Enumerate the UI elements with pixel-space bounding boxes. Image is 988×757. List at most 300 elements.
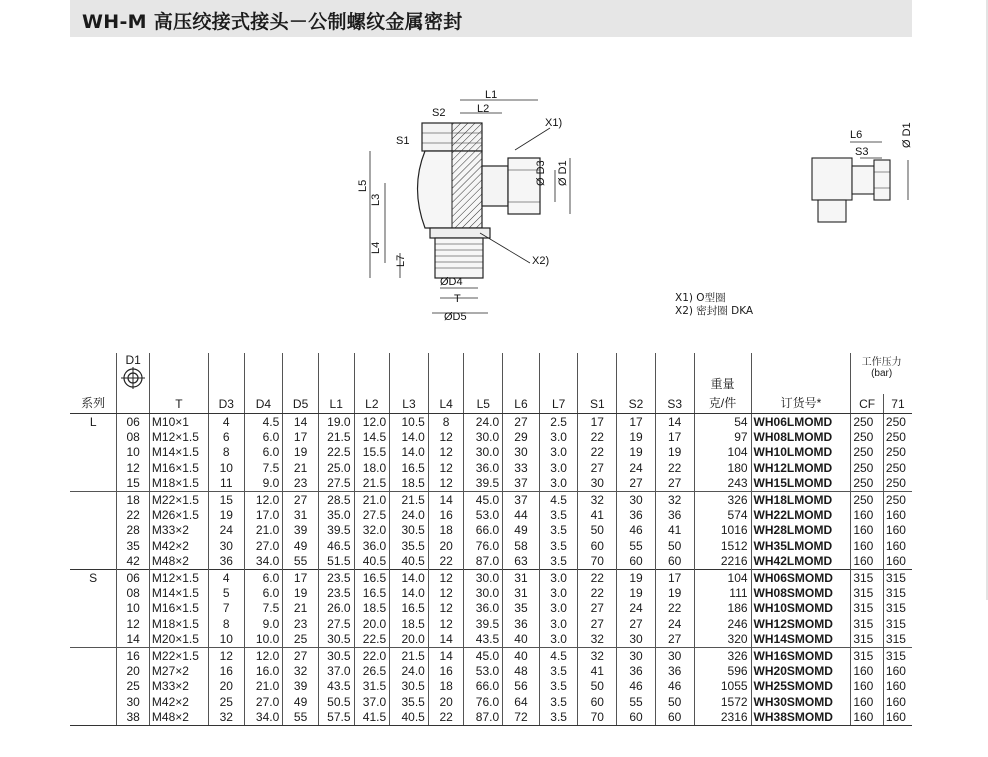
cell-d1: 18	[117, 491, 150, 507]
cell-l1: 43.5	[318, 679, 354, 694]
cell-l3: 20.0	[390, 631, 429, 647]
header-weight-unit: 克/件	[694, 394, 751, 414]
cell-s2: 19	[617, 429, 656, 444]
cell-d1: 08	[117, 429, 150, 444]
cell-pressure-71: 160	[883, 679, 912, 694]
cell-s3: 30	[655, 647, 694, 663]
cell-t: M14×1.5	[149, 585, 208, 600]
cell-d5: 19	[283, 585, 319, 600]
cell-series	[70, 663, 117, 678]
cell-l1: 23.5	[318, 585, 354, 600]
cell-l7: 3.0	[539, 460, 578, 475]
label-D5: ØD5	[444, 311, 467, 323]
cell-d4: 16.0	[244, 663, 283, 678]
drawing-legend	[675, 292, 753, 318]
table-row	[70, 709, 912, 725]
cell-l6: 72	[503, 709, 540, 725]
cell-d5: 55	[283, 709, 319, 725]
cell-weight: 1055	[694, 679, 751, 694]
cell-t: M18×1.5	[149, 616, 208, 631]
cell-l1: 57.5	[318, 709, 354, 725]
cell-l6: 36	[503, 616, 540, 631]
cell-s3: 46	[655, 679, 694, 694]
cell-pressure-71: 315	[883, 569, 912, 585]
cell-s3: 32	[655, 491, 694, 507]
cell-weight: 54	[694, 414, 751, 430]
cell-pressure-cf: 315	[851, 647, 884, 663]
label-L7: L7	[395, 254, 407, 267]
cell-order-number: WH25SMOMD	[751, 679, 851, 694]
cell-t: M10×1	[149, 414, 208, 430]
cell-d1: 16	[117, 647, 150, 663]
cell-d4: 9.0	[244, 616, 283, 631]
cell-d1: 08	[117, 585, 150, 600]
page-title: WH-M 高压绞接式接头－公制螺纹金属密封	[82, 11, 463, 33]
table-row	[70, 631, 912, 647]
side-drawing	[800, 118, 920, 230]
cell-t: M16×1.5	[149, 460, 208, 475]
cell-t: M16×1.5	[149, 601, 208, 616]
cell-l7: 3.0	[539, 476, 578, 492]
cell-l4: 8	[428, 414, 464, 430]
cell-d4: 7.5	[244, 460, 283, 475]
cell-l2: 20.0	[354, 616, 390, 631]
cell-d4: 21.0	[244, 679, 283, 694]
cell-l4: 12	[428, 569, 464, 585]
cell-l5: 53.0	[464, 507, 503, 522]
cell-s3: 22	[655, 460, 694, 475]
cell-pressure-71: 160	[883, 523, 912, 538]
cell-pressure-71: 250	[883, 414, 912, 430]
table-row	[70, 569, 912, 585]
label-L6: L6	[850, 129, 863, 141]
cell-s3: 17	[655, 429, 694, 444]
header-S2: S2	[617, 394, 656, 414]
cell-d1: 12	[117, 616, 150, 631]
cell-d4: 4.5	[244, 414, 283, 430]
cell-s2: 30	[617, 491, 656, 507]
cell-l3: 24.0	[390, 663, 429, 678]
header-L7: L7	[539, 394, 578, 414]
cell-d3: 10	[208, 460, 244, 475]
cell-pressure-71: 160	[883, 538, 912, 553]
cell-l6: 31	[503, 569, 540, 585]
cell-l1: 46.5	[318, 538, 354, 553]
cell-s1: 50	[578, 523, 617, 538]
legend-x1: X1) O型圈	[675, 292, 726, 304]
cell-order-number: WH16SMOMD	[751, 647, 851, 663]
cell-pressure-cf: 160	[851, 663, 884, 678]
cell-s1: 60	[578, 538, 617, 553]
label-L4: L4	[370, 241, 382, 254]
cell-d4: 17.0	[244, 507, 283, 522]
cell-l5: 36.0	[464, 460, 503, 475]
cell-d3: 8	[208, 616, 244, 631]
cell-s1: 41	[578, 663, 617, 678]
cell-l6: 56	[503, 679, 540, 694]
table-row	[70, 647, 912, 663]
table-row	[70, 460, 912, 475]
cell-l3: 30.5	[390, 679, 429, 694]
cell-d1: 15	[117, 476, 150, 492]
cell-l4: 18	[428, 523, 464, 538]
cell-weight: 2316	[694, 709, 751, 725]
cell-s3: 60	[655, 554, 694, 570]
cell-s3: 27	[655, 476, 694, 492]
cell-t: M18×1.5	[149, 476, 208, 492]
cell-s1: 27	[578, 460, 617, 475]
cell-series	[70, 460, 117, 475]
header-pressure: 工作压力 (bar)	[851, 353, 912, 394]
cell-d3: 4	[208, 414, 244, 430]
cell-l6: 48	[503, 663, 540, 678]
cell-s1: 30	[578, 476, 617, 492]
cell-series: L	[89, 414, 97, 429]
cell-l2: 32.0	[354, 523, 390, 538]
cell-pressure-71: 315	[883, 647, 912, 663]
cell-l6: 33	[503, 460, 540, 475]
cell-l2: 31.5	[354, 679, 390, 694]
table-row	[70, 601, 912, 616]
cell-s1: 22	[578, 585, 617, 600]
cell-l3: 14.0	[390, 569, 429, 585]
cell-order-number: WH28LMOMD	[751, 523, 851, 538]
cell-l7: 3.5	[539, 679, 578, 694]
table-row	[70, 491, 912, 507]
cell-pressure-cf: 250	[851, 460, 884, 475]
cell-s2: 27	[617, 616, 656, 631]
cell-l3: 14.0	[390, 585, 429, 600]
label-X2: X2)	[532, 255, 550, 267]
cell-l1: 30.5	[318, 631, 354, 647]
cell-d5: 17	[283, 429, 319, 444]
cell-l6: 37	[503, 476, 540, 492]
cell-pressure-71: 160	[883, 663, 912, 678]
cell-d5: 23	[283, 476, 319, 492]
cell-pressure-cf: 250	[851, 476, 884, 492]
cell-l3: 35.5	[390, 538, 429, 553]
cell-l6: 49	[503, 523, 540, 538]
cell-d4: 27.0	[244, 694, 283, 709]
cell-l7: 3.0	[539, 631, 578, 647]
cell-l1: 37.0	[318, 663, 354, 678]
cell-weight: 2216	[694, 554, 751, 570]
cell-series	[70, 554, 117, 570]
cell-pressure-cf: 250	[851, 414, 884, 430]
table-row	[70, 429, 912, 444]
cell-weight: 111	[694, 585, 751, 600]
cell-l5: 66.0	[464, 679, 503, 694]
cell-l6: 64	[503, 694, 540, 709]
cell-series	[70, 445, 117, 460]
cell-s1: 41	[578, 507, 617, 522]
cell-weight: 1512	[694, 538, 751, 553]
cell-t: M14×1.5	[149, 445, 208, 460]
cell-l6: 58	[503, 538, 540, 553]
cell-s3: 41	[655, 523, 694, 538]
cell-l2: 12.0	[354, 414, 390, 430]
header-T: T	[149, 394, 208, 414]
cell-d3: 19	[208, 507, 244, 522]
cell-l1: 35.0	[318, 507, 354, 522]
label-S3: S3	[855, 146, 869, 158]
cell-l4: 12	[428, 616, 464, 631]
cell-d5: 39	[283, 679, 319, 694]
cell-l1: 19.0	[318, 414, 354, 430]
label-L1: L1	[485, 89, 498, 101]
cell-d3: 5	[208, 585, 244, 600]
cell-d4: 6.0	[244, 445, 283, 460]
cell-weight: 97	[694, 429, 751, 444]
cell-weight: 326	[694, 491, 751, 507]
cell-l2: 18.5	[354, 601, 390, 616]
cell-l4: 14	[428, 647, 464, 663]
cell-l4: 20	[428, 538, 464, 553]
cell-d1: 14	[117, 631, 150, 647]
cell-series	[70, 476, 117, 492]
cell-l6: 37	[503, 491, 540, 507]
cell-l4: 14	[428, 491, 464, 507]
table-row	[70, 554, 912, 570]
cell-d1: 10	[117, 601, 150, 616]
cell-d3: 8	[208, 445, 244, 460]
label-X1: X1)	[545, 117, 563, 129]
cell-order-number: WH22LMOMD	[751, 507, 851, 522]
cell-order-number: WH06LMOMD	[751, 414, 851, 430]
header-series: 系列	[70, 394, 117, 414]
label-T: T	[454, 293, 461, 305]
cell-l6: 40	[503, 647, 540, 663]
header-L6: L6	[503, 394, 540, 414]
cell-l3: 10.5	[390, 414, 429, 430]
cell-d1: 42	[117, 554, 150, 570]
cell-l7: 3.0	[539, 569, 578, 585]
cell-s2: 24	[617, 460, 656, 475]
legend-x2: X2) 密封圈 DKA	[675, 305, 754, 317]
cell-l3: 18.5	[390, 476, 429, 492]
cell-l1: 39.5	[318, 523, 354, 538]
cell-pressure-cf: 160	[851, 507, 884, 522]
cell-l5: 87.0	[464, 554, 503, 570]
cell-s2: 55	[617, 538, 656, 553]
cell-l6: 31	[503, 585, 540, 600]
cell-d3: 16	[208, 663, 244, 678]
table-row	[70, 663, 912, 678]
cell-d3: 10	[208, 631, 244, 647]
cell-l4: 16	[428, 507, 464, 522]
cell-pressure-71: 315	[883, 616, 912, 631]
cell-s2: 24	[617, 601, 656, 616]
header-L3: L3	[390, 394, 429, 414]
cell-pressure-71: 250	[883, 476, 912, 492]
cell-weight: 326	[694, 647, 751, 663]
cell-pressure-cf: 315	[851, 585, 884, 600]
cell-series	[70, 491, 117, 507]
cell-pressure-cf: 160	[851, 679, 884, 694]
cell-l2: 36.0	[354, 538, 390, 553]
cell-d1: 35	[117, 538, 150, 553]
cell-weight: 186	[694, 601, 751, 616]
cell-d1: 38	[117, 709, 150, 725]
cell-pressure-71: 315	[883, 631, 912, 647]
cell-d4: 9.0	[244, 476, 283, 492]
cell-s3: 24	[655, 616, 694, 631]
cell-d3: 32	[208, 709, 244, 725]
cell-l4: 16	[428, 663, 464, 678]
cell-d3: 6	[208, 429, 244, 444]
header-L1: L1	[318, 394, 354, 414]
cell-series	[70, 601, 117, 616]
cell-d4: 6.0	[244, 585, 283, 600]
cell-t: M48×2	[149, 554, 208, 570]
cell-d5: 21	[283, 460, 319, 475]
cell-d4: 6.0	[244, 569, 283, 585]
cell-l5: 39.5	[464, 476, 503, 492]
cell-l5: 24.0	[464, 414, 503, 430]
cell-pressure-71: 250	[883, 460, 912, 475]
cell-series	[70, 647, 117, 663]
cell-d4: 6.0	[244, 429, 283, 444]
cell-series	[70, 679, 117, 694]
cell-series	[70, 616, 117, 631]
cell-d5: 19	[283, 445, 319, 460]
cell-l2: 16.5	[354, 585, 390, 600]
cell-series	[70, 507, 117, 522]
cell-l4: 12	[428, 585, 464, 600]
table-row	[70, 414, 912, 430]
cell-s3: 27	[655, 631, 694, 647]
cell-l3: 35.5	[390, 694, 429, 709]
cell-l4: 12	[428, 460, 464, 475]
cell-l1: 26.0	[318, 601, 354, 616]
cell-d4: 34.0	[244, 709, 283, 725]
cell-l5: 36.0	[464, 601, 503, 616]
cell-l4: 12	[428, 476, 464, 492]
header-d1: D1	[125, 353, 141, 367]
main-drawing	[340, 88, 590, 328]
cell-l2: 14.5	[354, 429, 390, 444]
cell-s2: 30	[617, 631, 656, 647]
cell-t: M20×1.5	[149, 631, 208, 647]
cell-t: M42×2	[149, 538, 208, 553]
cell-s1: 22	[578, 429, 617, 444]
cell-l3: 40.5	[390, 709, 429, 725]
table-header-row-top	[70, 353, 912, 394]
cell-s3: 36	[655, 663, 694, 678]
cell-l7: 3.0	[539, 445, 578, 460]
cell-d3: 20	[208, 679, 244, 694]
cell-s2: 46	[617, 523, 656, 538]
cell-s3: 19	[655, 585, 694, 600]
header-L2: L2	[354, 394, 390, 414]
cell-s2: 60	[617, 554, 656, 570]
cell-l4: 20	[428, 694, 464, 709]
cell-l6: 40	[503, 631, 540, 647]
cell-l2: 22.0	[354, 647, 390, 663]
cell-l2: 41.5	[354, 709, 390, 725]
cell-l6: 44	[503, 507, 540, 522]
cell-order-number: WH42LMOMD	[751, 554, 851, 570]
cell-pressure-71: 315	[883, 585, 912, 600]
cell-s1: 22	[578, 569, 617, 585]
cell-l7: 3.5	[539, 507, 578, 522]
cell-l7: 3.0	[539, 585, 578, 600]
cell-l3: 21.5	[390, 491, 429, 507]
d1-symbol-icon	[121, 367, 145, 389]
cell-pressure-71: 160	[883, 709, 912, 725]
cell-order-number: WH06SMOMD	[751, 569, 851, 585]
table-row	[70, 507, 912, 522]
cell-d5: 23	[283, 616, 319, 631]
cell-d4: 21.0	[244, 523, 283, 538]
cell-d1: 10	[117, 445, 150, 460]
cell-l3: 14.0	[390, 445, 429, 460]
cell-pressure-cf: 160	[851, 523, 884, 538]
cell-s1: 60	[578, 694, 617, 709]
cell-order-number: WH08SMOMD	[751, 585, 851, 600]
cell-d3: 11	[208, 476, 244, 492]
cell-l6: 27	[503, 414, 540, 430]
cell-s2: 36	[617, 507, 656, 522]
cell-d3: 4	[208, 569, 244, 585]
cell-l5: 30.0	[464, 429, 503, 444]
cell-l2: 37.0	[354, 694, 390, 709]
table-row	[70, 523, 912, 538]
cell-d1: 28	[117, 523, 150, 538]
cell-l7: 3.0	[539, 616, 578, 631]
cell-d4: 12.0	[244, 491, 283, 507]
cell-order-number: WH14SMOMD	[751, 631, 851, 647]
cell-series	[70, 585, 117, 600]
cell-s2: 19	[617, 569, 656, 585]
cell-series	[70, 523, 117, 538]
cell-d1: 20	[117, 663, 150, 678]
cell-l7: 4.5	[539, 491, 578, 507]
cell-l6: 30	[503, 445, 540, 460]
cell-t: M48×2	[149, 709, 208, 725]
cell-s1: 17	[578, 414, 617, 430]
cell-l4: 14	[428, 631, 464, 647]
label-S1: S1	[396, 135, 410, 147]
cell-s3: 36	[655, 507, 694, 522]
cell-l4: 12	[428, 601, 464, 616]
cell-s1: 32	[578, 647, 617, 663]
cell-l4: 22	[428, 709, 464, 725]
cell-d1: 25	[117, 679, 150, 694]
cell-s1: 32	[578, 631, 617, 647]
cell-d3: 36	[208, 554, 244, 570]
cell-l7: 2.5	[539, 414, 578, 430]
cell-s3: 50	[655, 538, 694, 553]
table-row	[70, 694, 912, 709]
cell-series	[70, 694, 117, 709]
header-S1: S1	[578, 394, 617, 414]
cell-pressure-cf: 250	[851, 491, 884, 507]
cell-order-number: WH30SMOMD	[751, 694, 851, 709]
cell-l5: 76.0	[464, 694, 503, 709]
cell-weight: 243	[694, 476, 751, 492]
cell-l6: 35	[503, 601, 540, 616]
cell-s2: 60	[617, 709, 656, 725]
table-row	[70, 445, 912, 460]
cell-l5: 45.0	[464, 647, 503, 663]
cell-d4: 7.5	[244, 601, 283, 616]
table-row	[70, 538, 912, 553]
cell-l5: 76.0	[464, 538, 503, 553]
header-D4: D4	[244, 394, 283, 414]
cell-weight: 596	[694, 663, 751, 678]
cell-s2: 19	[617, 585, 656, 600]
